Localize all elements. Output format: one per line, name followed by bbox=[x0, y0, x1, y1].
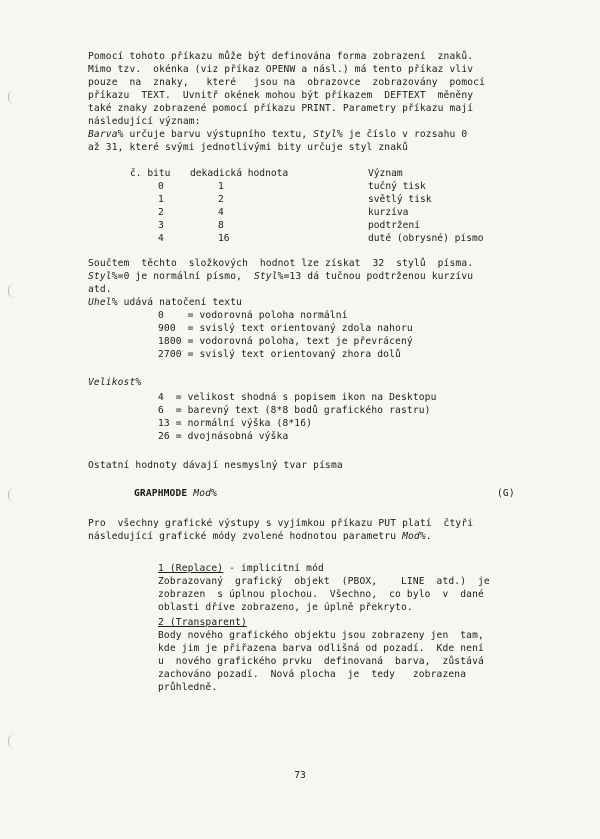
paragraph-line: Pomocí tohoto příkazu může být definována forma zobrazení znaků. bbox=[88, 51, 474, 62]
mode-line: Zobrazovaný grafický objekt (PBOX, LINE atd.) je bbox=[158, 576, 490, 587]
text-span: =13 dá tučnou podtrženou kurzívu bbox=[283, 271, 474, 282]
table-cell: duté (obrysné) písmo bbox=[368, 233, 484, 244]
paragraph-line bbox=[88, 530, 432, 543]
binding-mark bbox=[8, 284, 15, 298]
binding-mark bbox=[8, 488, 15, 502]
mode-line: zachováno pozadí. Nová plocha je tedy zobrazena bbox=[158, 669, 467, 680]
uhel-item: 0 = vodorovná poloha normální bbox=[158, 310, 348, 321]
param-name: Mod% bbox=[193, 488, 217, 499]
table-cell: 4 bbox=[158, 233, 164, 244]
table-cell: 2 bbox=[218, 194, 224, 205]
mode-title: 1 (Replace) bbox=[158, 563, 224, 574]
paragraph-line bbox=[88, 270, 473, 283]
table-cell: 16 bbox=[218, 233, 230, 244]
table-cell: světlý tisk bbox=[368, 194, 432, 205]
paragraph-line: Pro všechny grafické výstupy s vyjímkou příkazu PUT platí čtyři bbox=[88, 518, 474, 529]
text-span: určuje barvu výstupního textu, bbox=[123, 129, 314, 140]
table-header: Význam bbox=[368, 168, 403, 179]
command-keyword: GRAPHMODE bbox=[134, 488, 188, 499]
paragraph-line: Mimo tzv. okénka (viz příkaz OPENW a násl.) má tento příkaz vliv bbox=[88, 64, 474, 75]
mode-title: 2 (Transparent) bbox=[158, 617, 247, 628]
uhel-item: 900 = svislý text orientovaný zdola nahoru bbox=[158, 323, 413, 334]
param-name: Styl% bbox=[88, 271, 118, 282]
uhel-item: 2700 = svislý text orientovaný zhora dolů bbox=[158, 349, 401, 360]
text-span: . bbox=[425, 531, 432, 542]
table-cell: podtržení bbox=[368, 220, 420, 231]
mode-line: zobrazen s úplnou plochou. Všechno, co bylo v dané bbox=[158, 589, 484, 600]
velikost-item: 26 = dvojnásobná výška bbox=[158, 431, 289, 442]
text-span: =0 je normální písmo, bbox=[117, 271, 254, 282]
binding-mark bbox=[8, 90, 15, 104]
text-span: je číslo v rozsahu 0 bbox=[342, 129, 468, 140]
paragraph-line: také znaky zobrazené pomocí příkazu PRINT. Parametry příkazu mají bbox=[88, 103, 474, 114]
mode-heading bbox=[158, 562, 324, 575]
velikost-item: 13 = normální výška (8*16) bbox=[158, 418, 313, 429]
page-number: 73 bbox=[294, 770, 306, 781]
table-cell: 2 bbox=[158, 207, 164, 218]
param-name: Velikost% bbox=[88, 377, 142, 388]
param-name: Barva% bbox=[88, 129, 124, 140]
command-tag: (G) bbox=[497, 488, 515, 499]
paragraph-line: pouze na znaky, které jsou na obrazovce zobrazovány pomocí bbox=[88, 77, 486, 88]
param-name: Styl% bbox=[313, 129, 343, 140]
barva-line bbox=[88, 128, 467, 141]
mode-line: průhledně. bbox=[158, 682, 218, 693]
table-cell: tučný tisk bbox=[368, 181, 426, 192]
binding-mark bbox=[8, 734, 15, 748]
velikost-item: 4 = velikost shodná s popisem ikon na Desktopu bbox=[158, 392, 437, 403]
param-name: Styl% bbox=[253, 271, 284, 282]
table-cell: 1 bbox=[158, 194, 164, 205]
table-cell: 0 bbox=[158, 181, 164, 192]
paragraph-line: příkazu TEXT. Uvnitř okének mohou být příkazem DEFTEXT měněny bbox=[88, 90, 474, 101]
text-span: následující grafické módy zvolené hodnotou parametru bbox=[88, 531, 403, 542]
mode-line: Body nového grafického objektu jsou zobrazeny jen tam, bbox=[158, 630, 484, 641]
table-cell: 8 bbox=[218, 220, 224, 231]
paragraph-line: až 31, které svými jednotlivými bity určuje styl znaků bbox=[88, 142, 408, 153]
table-header: dekadická hodnota bbox=[190, 168, 289, 179]
uhel-line bbox=[88, 296, 242, 309]
table-cell: 4 bbox=[218, 207, 224, 218]
paragraph-line: atd. bbox=[88, 284, 112, 295]
uhel-item: 1800 = vodorovná poloha, text je převrácený bbox=[158, 336, 413, 347]
param-name: Mod% bbox=[402, 531, 426, 542]
velikost-item: 6 = barevný text (8*8 bodů grafického rastru) bbox=[158, 405, 431, 416]
paragraph-line: Součtem těchto složkových hodnot lze získat 32 stylů písma. bbox=[88, 258, 474, 269]
command-heading bbox=[134, 487, 217, 500]
mode-line: oblasti dříve zobrazeno, je úplně překryto. bbox=[158, 602, 413, 613]
mode-line: kde jim je přiřazena barva odlišná od pozadí. Kde není bbox=[158, 643, 484, 654]
paragraph-line: Ostatní hodnoty dávají nesmyslný tvar písma bbox=[88, 460, 343, 471]
param-name: Uhel% bbox=[88, 297, 118, 308]
paragraph-line: následující význam: bbox=[88, 116, 201, 127]
table-cell: 3 bbox=[158, 220, 164, 231]
text-span: - implicitní mód bbox=[223, 563, 324, 574]
table-cell: 1 bbox=[218, 181, 224, 192]
table-cell: kurzíva bbox=[368, 207, 409, 218]
table-header: č. bitu bbox=[130, 168, 171, 179]
mode-line: u nového grafického prvku definovaná barva, zůstává bbox=[158, 656, 484, 667]
text-span: udává natočení textu bbox=[117, 297, 243, 308]
